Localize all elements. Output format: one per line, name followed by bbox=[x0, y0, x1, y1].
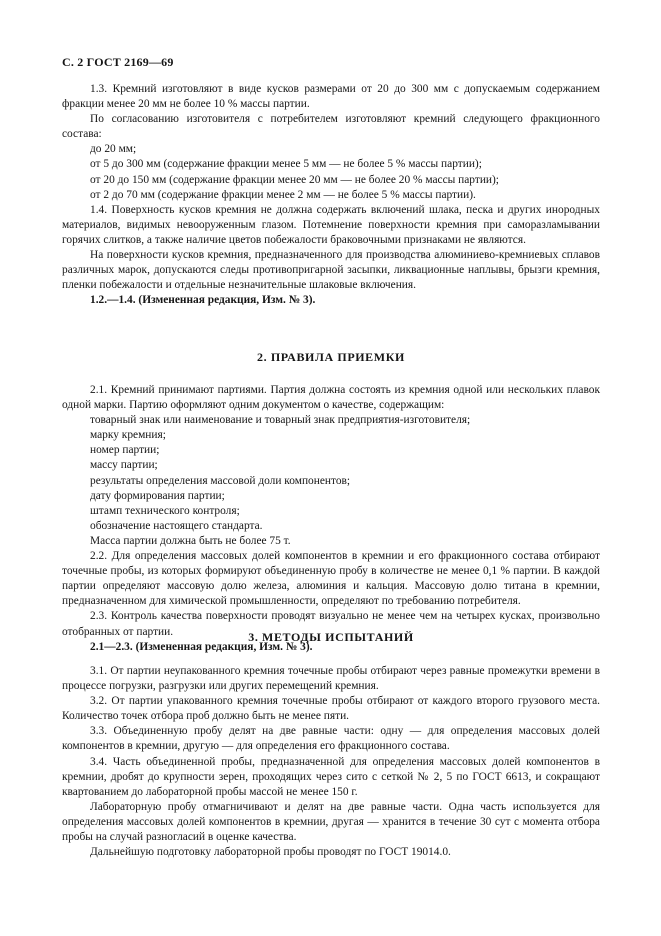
paragraph-3-1: 3.1. От партии неупакованного кремния точечные пробы отбирают через равные промежутки времени в процессе погрузки, разгрузки или других перемещений кремния. bbox=[62, 665, 600, 693]
amendment-note-1: 1.2.—1.4. (Измененная редакция, Изм. № 3). bbox=[90, 294, 316, 307]
paragraph-2-1: 2.1. Кремний принимают партиями. Партия должна состоять из кремния одной или нескольких плавок одной марки. Партию оформляют одним документом о качестве, содержащим: bbox=[62, 384, 600, 412]
document-item: результаты определения массовой доли компонентов; bbox=[90, 474, 351, 487]
document-item: марку кремния; bbox=[90, 429, 166, 442]
section-2-block bbox=[62, 383, 600, 655]
fraction-item: до 20 мм; bbox=[90, 143, 137, 156]
section-1-block bbox=[62, 82, 600, 308]
document-item: товарный знак или наименование и товарный знак предприятия-изготовителя; bbox=[90, 414, 471, 427]
paragraph-3-3: 3.3. Объединенную пробу делят на две равные части: одну — для определения массовых долей компонентов в кремнии, другую — для определения его фракционного состава. bbox=[62, 725, 600, 753]
paragraph-1-3: 1.3. Кремний изготовляют в виде кусков размерами от 20 до 300 мм с допускаемым содержанием фракции менее 20 мм не более 10 % массы партии. bbox=[62, 83, 600, 111]
paragraph-1-4: 1.4. Поверхность кусков кремния не должна содержать включений шлака, песка и других инородных материалов, видимых невооруженным глазом. Потемнение поверхности кремния при саморазламывании горячих слитков, а также наличие цветов побежалости браковочными признаками не являются. bbox=[62, 203, 600, 246]
paragraph-2-3: 2.3. Контроль качества поверхности проводят визуально не менее чем на четырех кусках, произвольно отобранных от партии. bbox=[62, 610, 600, 638]
section-3-block bbox=[62, 664, 600, 860]
paragraph-3-4: 3.4. Часть объединенной пробы, предназначенной для определения массовых долей компонентов в кремнии, дробят до крупности зерен, проходящих через сито с сеткой № 2, 5 по ГОСТ 6613, и сокращают квартованием до лабораторной пробы массой не менее 150 г. bbox=[62, 755, 600, 798]
section-2-title: 2. ПРАВИЛА ПРИЕМКИ bbox=[257, 350, 405, 364]
document-item: номер партии; bbox=[90, 444, 160, 457]
section-3-title: 3. МЕТОДЫ ИСПЫТАНИЙ bbox=[248, 630, 414, 644]
fraction-item: от 20 до 150 мм (содержание фракции менее 20 мм — не более 20 % массы партии); bbox=[90, 173, 499, 186]
document-item: дату формирования партии; bbox=[90, 489, 225, 502]
document-item: обозначение настоящего стандарта. bbox=[90, 519, 263, 532]
document-item: штамп технического контроля; bbox=[90, 504, 240, 517]
paragraph-1-3-agreement: По согласованию изготовителя с потребителем изготовляют кремний следующего фракционного состава: bbox=[62, 113, 600, 141]
fraction-item: от 2 до 70 мм (содержание фракции менее 2 мм — не более 5 % массы партии). bbox=[90, 188, 476, 201]
document-item: массу партии; bbox=[90, 459, 158, 472]
paragraph-3-2: 3.2. От партии упакованного кремния точечные пробы отбирают от каждого второго грузового места. Количество точек отбора проб должно быть не менее пяти. bbox=[62, 695, 600, 723]
paragraph-3-4-further-prep: Дальнейшую подготовку лабораторной пробы проводят по ГОСТ 19014.0. bbox=[90, 846, 451, 859]
batch-mass-limit: Масса партии должна быть не более 75 т. bbox=[90, 534, 291, 547]
paragraph-2-2: 2.2. Для определения массовых долей компонентов в кремнии и его фракционного состава отбирают точечные пробы, из которых формируют объединенную пробу в количестве не менее 0,1 % партии. В каждой партии определяют массовую долю железа, алюминия и кальция. Массовую долю титана в кремнии, предназначенном для химической промышленности, определяют по требованию потребителя. bbox=[62, 550, 600, 608]
page-header: С. 2 ГОСТ 2169—69 bbox=[62, 55, 174, 69]
fraction-item: от 5 до 300 мм (содержание фракции менее 5 мм — не более 5 % массы партии); bbox=[90, 158, 482, 171]
amendment-note-2: 2.1—2.3. (Измененная редакция, Изм. № 3). bbox=[90, 640, 313, 653]
paragraph-3-4-lab-sample: Лабораторную пробу отмагничивают и делят на две равные части. Одна часть используется для определения массовых долей компонентов в кремнии, другая — хранится в течение 30 сут с момента отбора пробы на случай разногласий в оценке качества. bbox=[62, 800, 600, 844]
paragraph-1-4-surface: На поверхности кусков кремния, предназначенного для производства алюминиево-кремниевых сплавов различных марок, допускаются следы противопригарной засыпки, ликвационные наплывы, брызги кремния, пленки побежалости и отдельные незначительные шлаковые включения. bbox=[62, 249, 600, 292]
